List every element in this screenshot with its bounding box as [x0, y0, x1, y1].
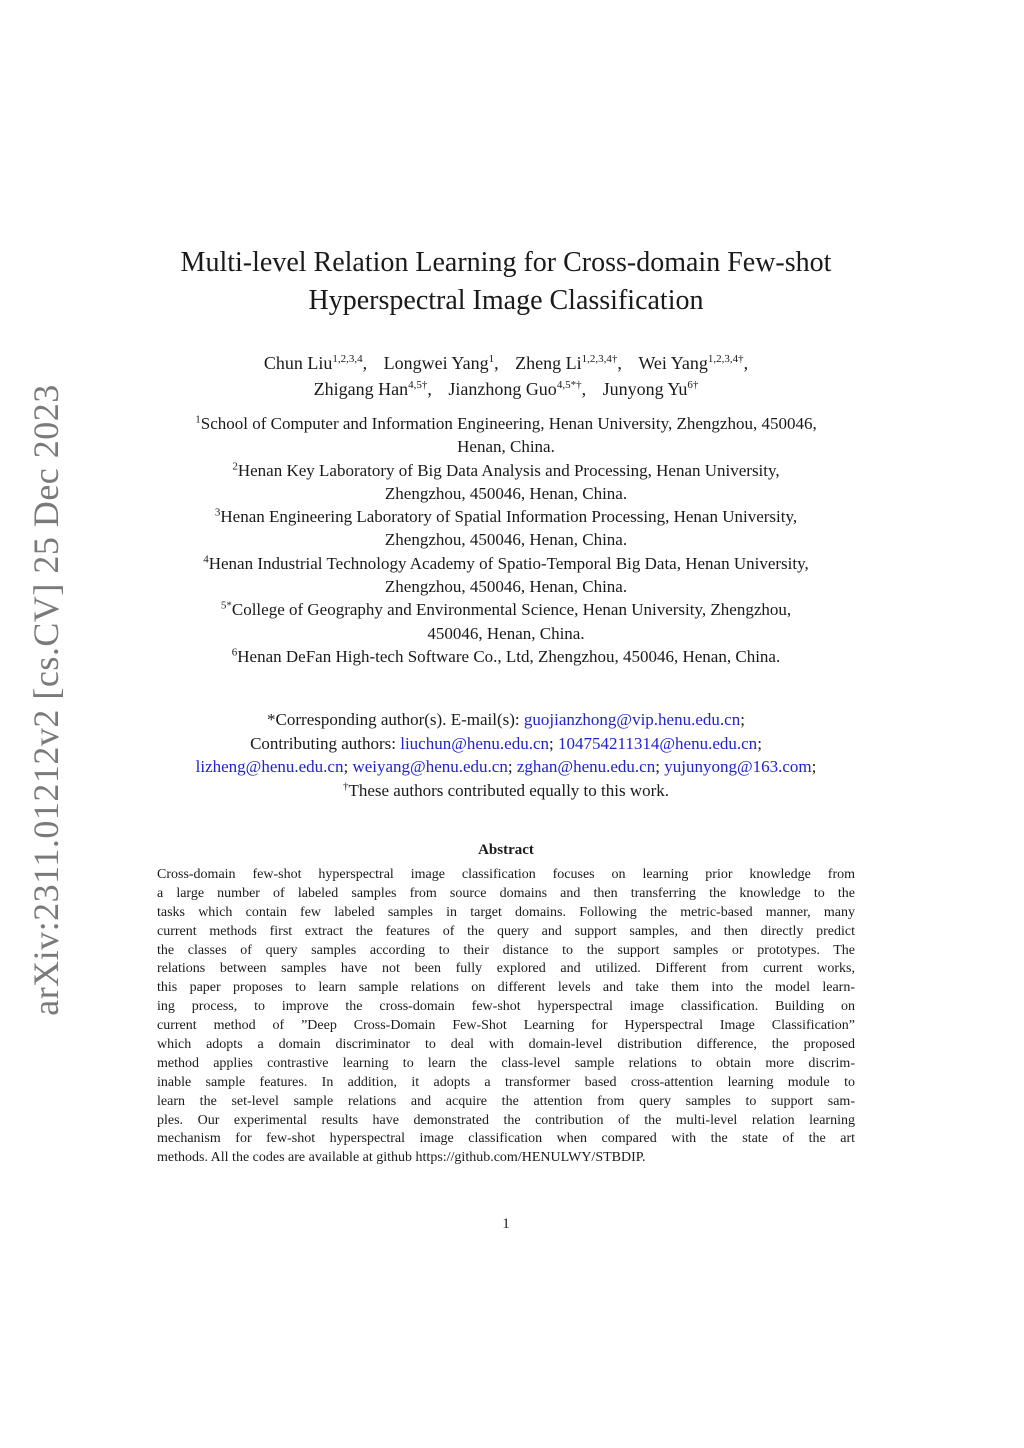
email-link[interactable]: guojianzhong@vip.henu.edu.cn [523, 710, 741, 729]
email-link[interactable]: liuchun@henu.edu.cn [400, 733, 550, 753]
affiliations [0, 412, 1012, 668]
abstract-line: which adopts a domain discriminator to deal with domain-level distribution difference, the proposed [157, 1037, 855, 1053]
email-link[interactable]: lizheng@henu.edu.cn [195, 757, 344, 776]
abstract-line: tasks which contain few labeled samples in target domains. Following the metric-based manner, many [157, 904, 855, 920]
arxiv-identifier-stamp: arXiv:2311.01212v2 [cs.CV] 25 Dec 2023 [26, 384, 66, 1016]
affiliation: $^1$School of Computer and Information Engineering, Henan University, Zhengzhou, 450046, Henan, China. [195, 413, 817, 457]
abstract-line: a large number of labeled samples from source domains and then transferring the knowledge to the [157, 885, 855, 901]
email-link[interactable]: 104754211314@henu.edu.cn [558, 733, 758, 753]
title-line-2: Hyperspectral Image Classification [308, 285, 704, 316]
abstract-line: method applies contrastive learning to learn the class-level sample relations to obtain more discrim- [157, 1055, 855, 1071]
abstract-line: ples. Our experimental results have demonstrated the contribution of the multi-level relation learning [157, 1112, 855, 1128]
email-link[interactable]: weiyang@henu.edu.cn [352, 757, 508, 776]
abstract-line: methods. All the codes are available at github https://github.com/HENULWY/STBDIP. [157, 1150, 646, 1166]
affiliation: $^{5*}$College of Geography and Environmental Science, Henan University, Zhengzhou, 450046, Henan, China. [220, 599, 792, 643]
author: Jianzhong Guo$^{4,5*\dagger}$, [448, 379, 587, 399]
abstract-line: the classes of query samples according to their distance to the support samples or prototypes. The [157, 942, 855, 958]
abstract-line: inable sample features. In addition, it adopts a transformer based cross-attention learning module to [157, 1074, 855, 1090]
equal-contribution-note: †These authors contributed equally to this work. [342, 779, 670, 800]
contact-block [0, 708, 1012, 802]
title-line-1: Multi-level Relation Learning for Cross-domain Few-shot [180, 247, 832, 278]
abstract-body [157, 866, 855, 1168]
author: Zheng $Li^{1,2,3,4\dagger}$, [515, 353, 622, 373]
author: Longwei Yang$^1$, [383, 353, 499, 373]
email-link[interactable]: zghan@henu.edu.cn [516, 757, 656, 776]
author: Junyong $Yu^{6\dagger}$ [602, 379, 699, 399]
abstract-line: learn the set-level sample relations and acquire the attention from query samples to support sam- [157, 1093, 855, 1109]
author: Wei Yang$^{1,2,3,4\dagger}$, [638, 353, 749, 373]
abstract-line: mechanism for few-shot hyperspectral image classification when compared with the state of the art [157, 1131, 855, 1147]
contributing-authors-line: Contributing authors: liuchun@henu.edu.cn; 104754211314@henu.edu.cn; [250, 733, 762, 753]
affiliation: $^3$Henan Engineering Laboratory of Spatial Information Processing, Henan University, Zhengzhou, 450046, Henan, China. [214, 506, 798, 550]
abstract-heading: Abstract [478, 842, 534, 858]
affiliation: $^6$Henan DeFan High-tech Software Co., Ltd, Zhengzhou, 450046, Henan, China. [231, 646, 781, 666]
author-list [0, 350, 1012, 402]
email-link[interactable]: yujunyong@163.com [664, 757, 812, 776]
abstract-line: Cross-domain few-shot hyperspectral image classification focuses on learning prior knowledge from [157, 867, 855, 882]
contributing-authors-line-2: lizheng@henu.edu.cn; weiyang@henu.edu.cn; zghan@henu.edu.cn; yujunyong@163.com; [195, 757, 817, 776]
page-number: 1 [502, 1216, 510, 1232]
abstract-line: relations between samples have not been fully explored and utilized. Different from current works, [157, 961, 855, 977]
author: Zhigang Han$^{4,5\dagger}$, [313, 379, 432, 399]
author: Chun Liu$^{1,2,3,4}$, [263, 353, 368, 373]
affiliation: $^2$Henan Key Laboratory of Big Data Analysis and Processing, Henan University, Zhengzhou, 450046, Henan, China. [232, 459, 780, 503]
abstract-line: current methods first extract the features of the query and support samples, and then directly predict [157, 923, 855, 939]
abstract-line: ing process, to improve the cross-domain few-shot hyperspectral image classification. Building on [157, 999, 855, 1015]
author-row-1 [0, 350, 1012, 376]
paper-title [0, 244, 1012, 320]
affiliation: $^4$Henan Industrial Technology Academy of Spatio-Temporal Big Data, Henan University, Zhengzhou, 450046, Henan, China. [203, 553, 809, 597]
author-row-2 [0, 376, 1012, 402]
corresponding-author-line: *Corresponding author(s). E-mail(s): guojianzhong@vip.henu.edu.cn; [267, 710, 745, 729]
abstract-line: current method of ”Deep Cross-Domain Few-Shot Learning for Hyperspectral Image Classification” [157, 1018, 855, 1034]
abstract-line: this paper proposes to learn sample relations on different levels and take them into the model learn- [157, 980, 855, 996]
